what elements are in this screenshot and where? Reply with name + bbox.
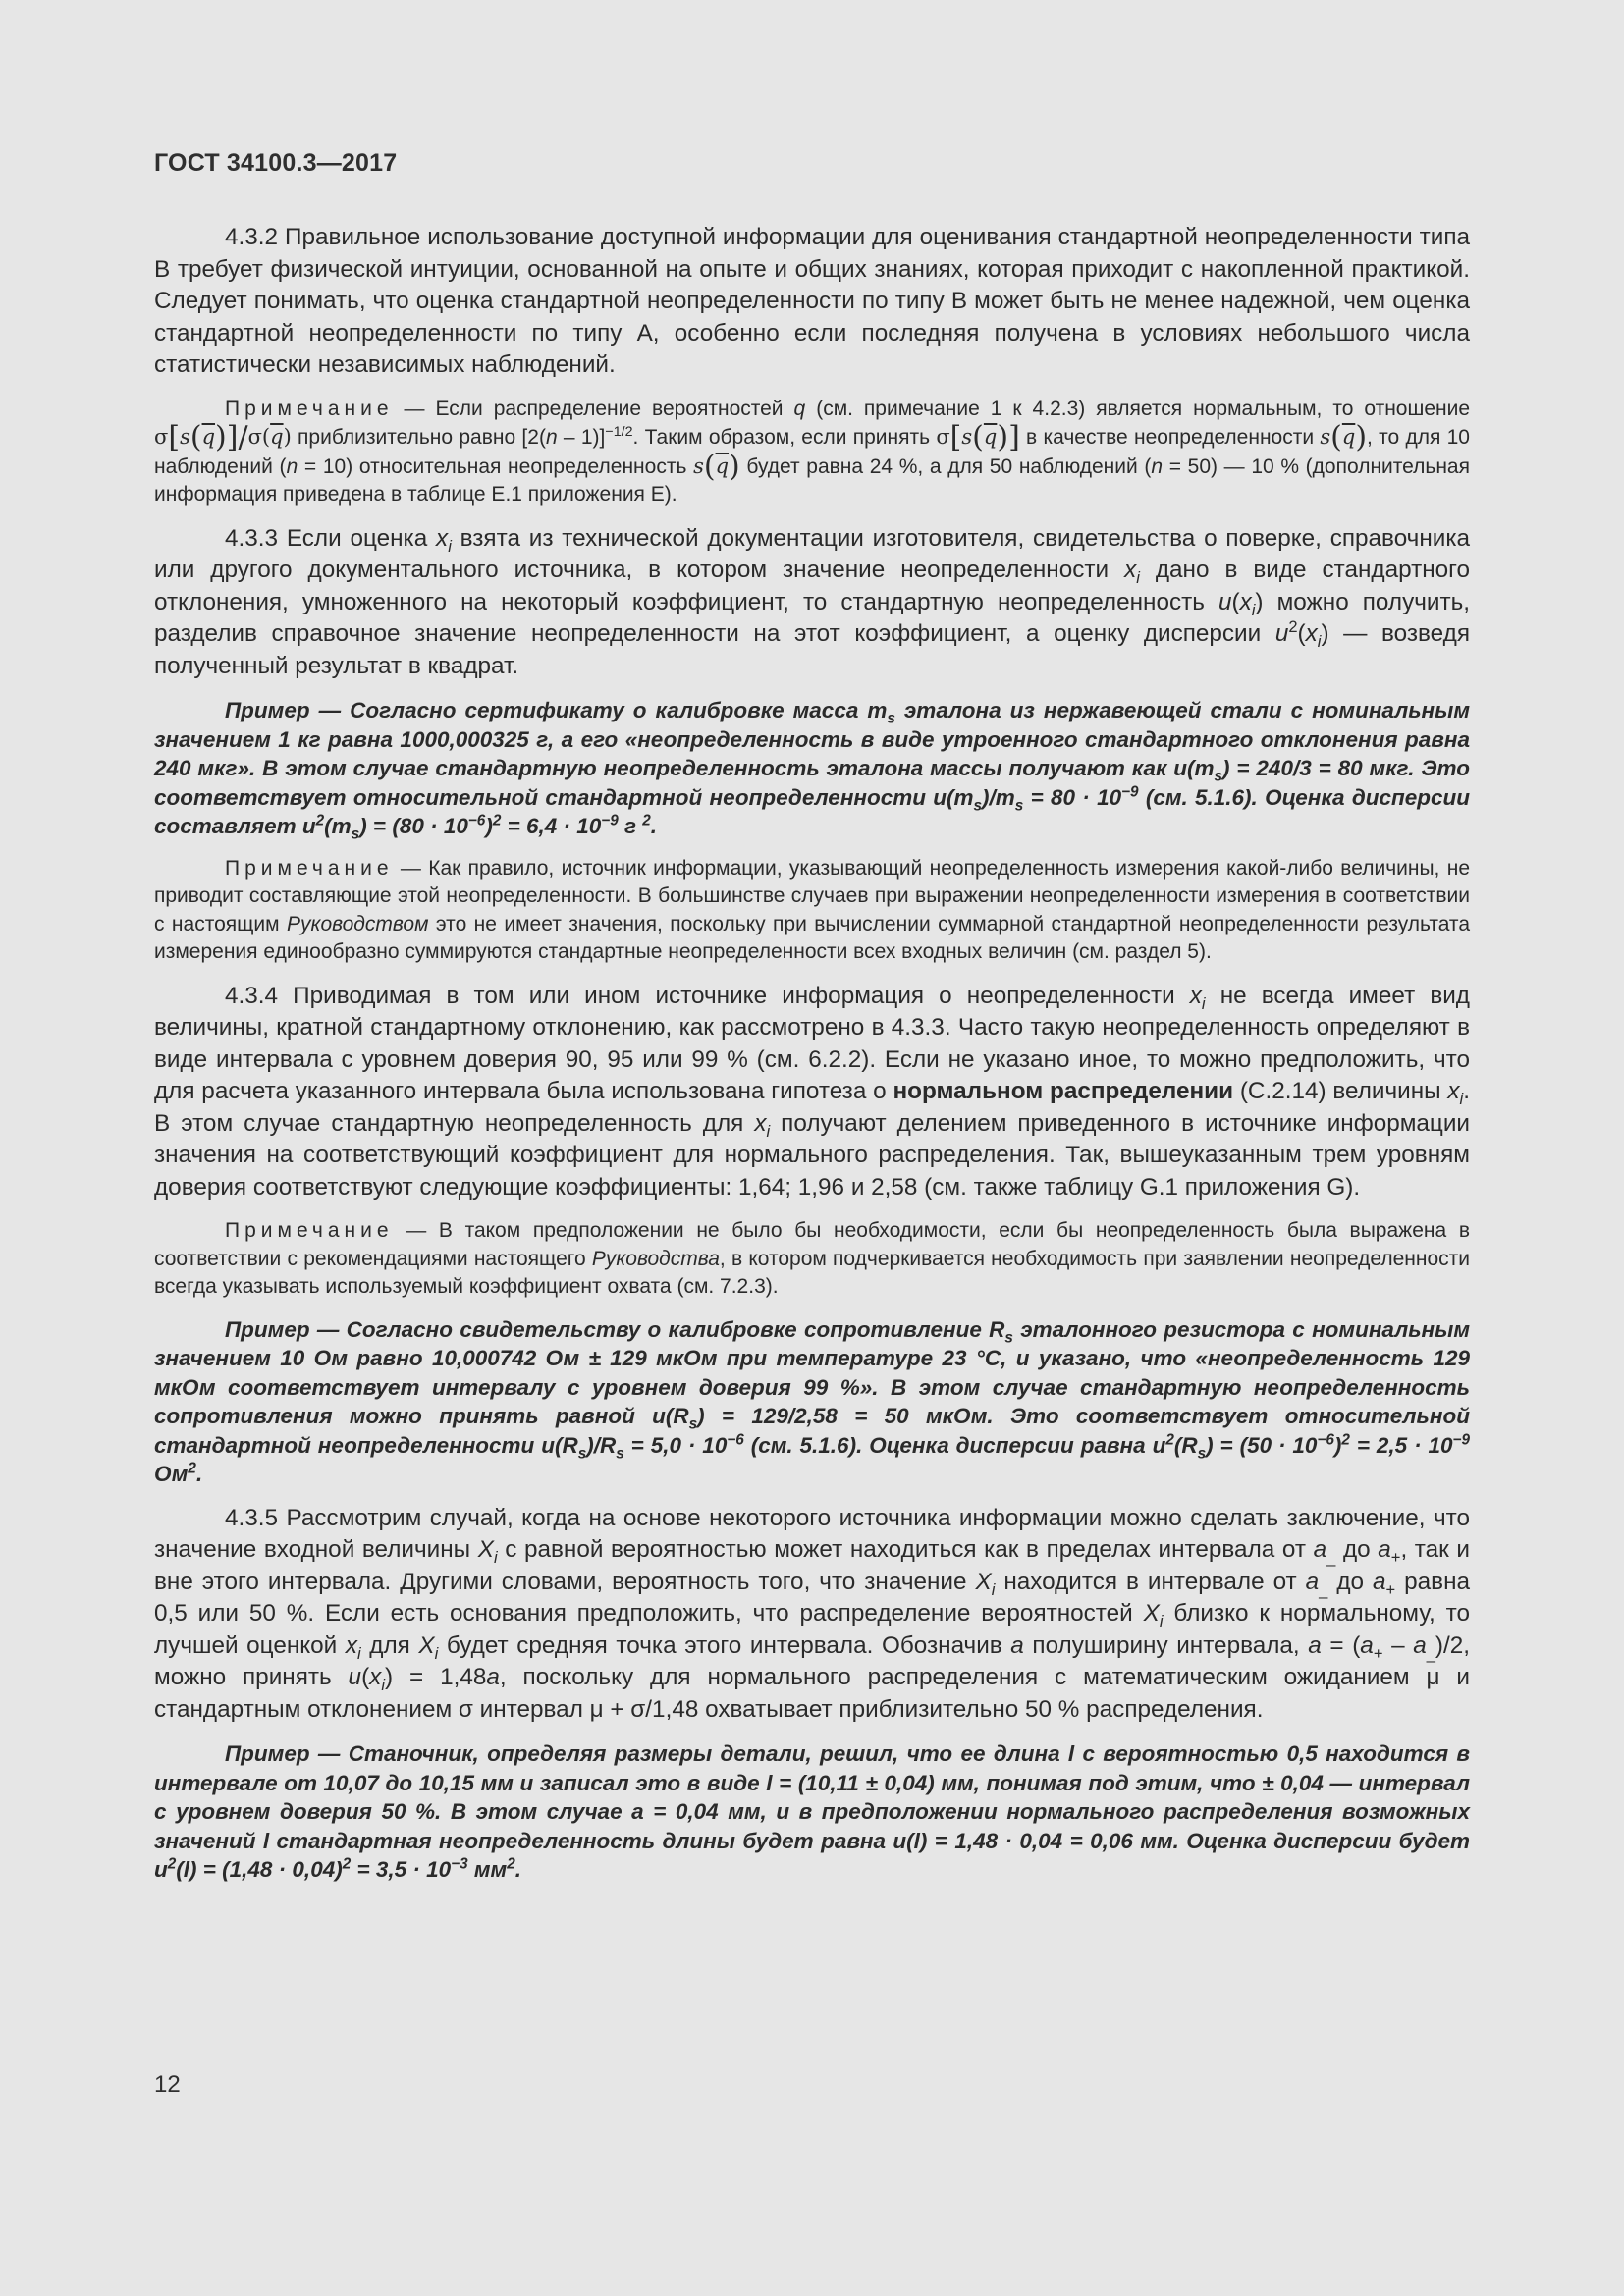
note-3: Примечание — В таком предположении не было бы необходимости, если бы неопределенность была выражена в соответствии с рекомендациями настоящего Руководства, в котором подчеркивается необходимость при заявлении неопределенности всегда указывать используемый коэффициент охвата (см. 7.2.3). (154, 1219, 1470, 1298)
document-header: ГОСТ 34100.3—2017 (154, 149, 398, 177)
example-2: Пример — Согласно свидетельству о калибровке сопротивление $R_s$ эталонного резистора с номинальным значением 10 Ом равно 10,000742 Ом ± 129 мкОм при температуре 23 °C, и указано, что «неопределенность 129 мкОм соответствует интервалу с уровнем доверия 99 %». В этом случае стандартную неопределенность сопротивления можно принять равной $u(R_s) = 129/2,58 = 50$ мкОм. Это соответствует относительной стандартной неопределенности $u(R_s)/R_s = 5,0 \cdot 10^{-6}$ (см. 5.1.6). Оценка дисперсии равна $u^2(R_s) = (50 \cdot 10^{-6})^2 = 2,5 \cdot 10^{-9}$ $Ом^2$. (154, 1316, 1470, 1486)
formula-sigma-s: $\sigma[s(\overline{q})]$ (936, 420, 1020, 454)
clause-4-3-3: 4.3.3 Если оценка $x_i$ взята из технической документации изготовителя, свидетельства о поверке, справочника или другого документального источника, в котором значение неопределенности $x_i$ дано в виде стандартного отклонения, умноженного на некоторый коэффициент, то стандартную неопределенность $u(x_i)$ можно получить, разделив справочное значение неопределенности на этот коэффициент, а оценку дисперсии $u^2(x_i)$ — возведя полученный результат в квадрат. (154, 524, 1471, 679)
note-label: Примечание (225, 397, 394, 420)
page-number: 12 (154, 2071, 181, 2098)
note-label: Примечание (225, 1219, 394, 1242)
clause-4-3-5: 4.3.5 Рассмотрим случай, когда на основе некоторого источника информации можно сделать заключение, что значение входной величины $X_i$ с равной вероятностью может находиться как в пределах интервала от $a_{\_}$ до $a_+$, так и вне этого интервала. Другими словами, вероятность того, что значение $X_i$ находится в интервале от $a_{\_}$ до $a_+$ равна 0,5 или 50 %. Если есть основания предположить, что распределение вероятностей $X_i$ близко к нормальному, то лучшей оценкой $x_i$ для $X_i$ будет средняя точка этого интервала. Обозначив a полуширину интервала, $a = (a_+ - a_{\_})/2$, можно принять $u(x_i) = 1,48a$, поскольку для нормального распределения с математическим ожиданием μ и стандартным отклонением σ интервал μ + σ/1,48 охватывает приблизительно 50 % распределения. (154, 1504, 1471, 1723)
formula-s-q: $s(\overline{q})$ (1320, 420, 1368, 454)
note-label: Примечание (225, 856, 394, 880)
example-3: Пример — Станочник, определяя размеры детали, решил, что ее длина l с вероятностью 0,5 находится в интервале от 10,07 до 10,15 мм и записал это в виде l = (10,11 ± 0,04) мм, понимая под этим, что ± 0,04 — интервал с уровнем доверия 50 %. В этом случае a = 0,04 мм, и в предположении нормального распределения возможных значений l стандартная неопределенность длины будет равна u(l) = 1,48 · 0,04 = 0,06 мм. Оценка дисперсии будет $u^2(l) = (1,48 \cdot 0,04)^2 = 3,5 \cdot 10^{-3}$ $мм^2$. (154, 1741, 1470, 1882)
note-1: Примечание — Если распределение вероятностей q (см. примечание 1 к 4.2.3) является нормальным, то отношение $\sigma[s(\overline{q})]/\sigma(\overline{q})$ приблизительно равно [2(n – 1)]$^{-1/2}$. Таким образом, если принять $\sigma[s(\overline{q})]$ в качестве неопределенности $s(\overline{q})$, то для 10 наблюдений (n = 10) относительная неопределенность $s(\overline{q})$ будет равна 24 %, а для 50 наблюдений (n = 50) — 10 % (дополнительная информация приведена в таблице E.1 приложения E). (154, 397, 1471, 506)
clause-4-3-4: 4.3.4 Приводимая в том или ином источнике информация о неопределенности $x_i$ не всегда имеет вид величины, кратной стандартному отклонению, как рассмотрено в 4.3.3. Часто такую неопределенность определяют в виде интервала с уровнем доверия 90, 95 или 99 % (см. 6.2.2). Если не указано иное, то можно предположить, что для расчета указанного интервала была использована гипотеза о нормальном распределении (C.2.14) величины $x_i$. В этом случае стандартную неопределенность для $x_i$ получают делением приведенного в источнике информации значения на соответствующий коэффициент для нормального распределения. Так, вышеуказанным трем уровням доверия соответствуют следующие коэффициенты: 1,64; 1,96 и 2,58 (см. также таблицу G.1 приложения G). (154, 982, 1470, 1201)
formula-sigma-ratio: $\sigma[s(\overline{q})]/\sigma(\overline{q})$ (154, 420, 292, 454)
example-1: Пример — Согласно сертификату о калибровке масса $m_s$ эталона из нержавеющей стали с номинальным значением 1 кг равна 1000,000325 г, а его «неопределенность в виде утроенного стандартного отклонения равна 240 мкг». В этом случае стандартную неопределенность эталона массы получают как $u(m_s) = 240/3 = 80$ мкг. Это соответствует относительной стандартной неопределенности $u(m_s)/m_s = 80 \cdot 10^{-9}$ (см. 5.1.6). Оценка дисперсии составляет $u^2(m_s) = (80 \cdot 10^{-6})^2 = 6,4 \cdot 10^{-9}$ г $^2$. (154, 698, 1471, 843)
clause-4-3-2: 4.3.2 Правильное использование доступной информации для оценивания стандартной неопределенности типа B требует физической интуиции, основанной на опыте и общих знаниях, которая приходит с накопленной практикой. Следует понимать, что оценка стандартной неопределенности по типу B может быть не менее надежной, чем оценка стандартной неопределенности по типу A, особенно если последняя получена в условиях небольшого числа статистически независимых наблюдений. (154, 224, 1470, 378)
note-2: Примечание — Как правило, источник информации, указывающий неопределенность измерения какой-либо величины, не приводит составляющие этой неопределенности. В большинстве случаев при выражении неопределенности измерения в соответствии с настоящим Руководством это не имеет значения, поскольку при вычислении суммарной стандартной неопределенности результата измерения единообразно суммируются стандартные неопределенности всех входных величин (см. раздел 5). (154, 856, 1470, 963)
formula-s-q-2: $s(\overline{q})$ (693, 449, 740, 484)
page-content (154, 222, 1470, 1898)
